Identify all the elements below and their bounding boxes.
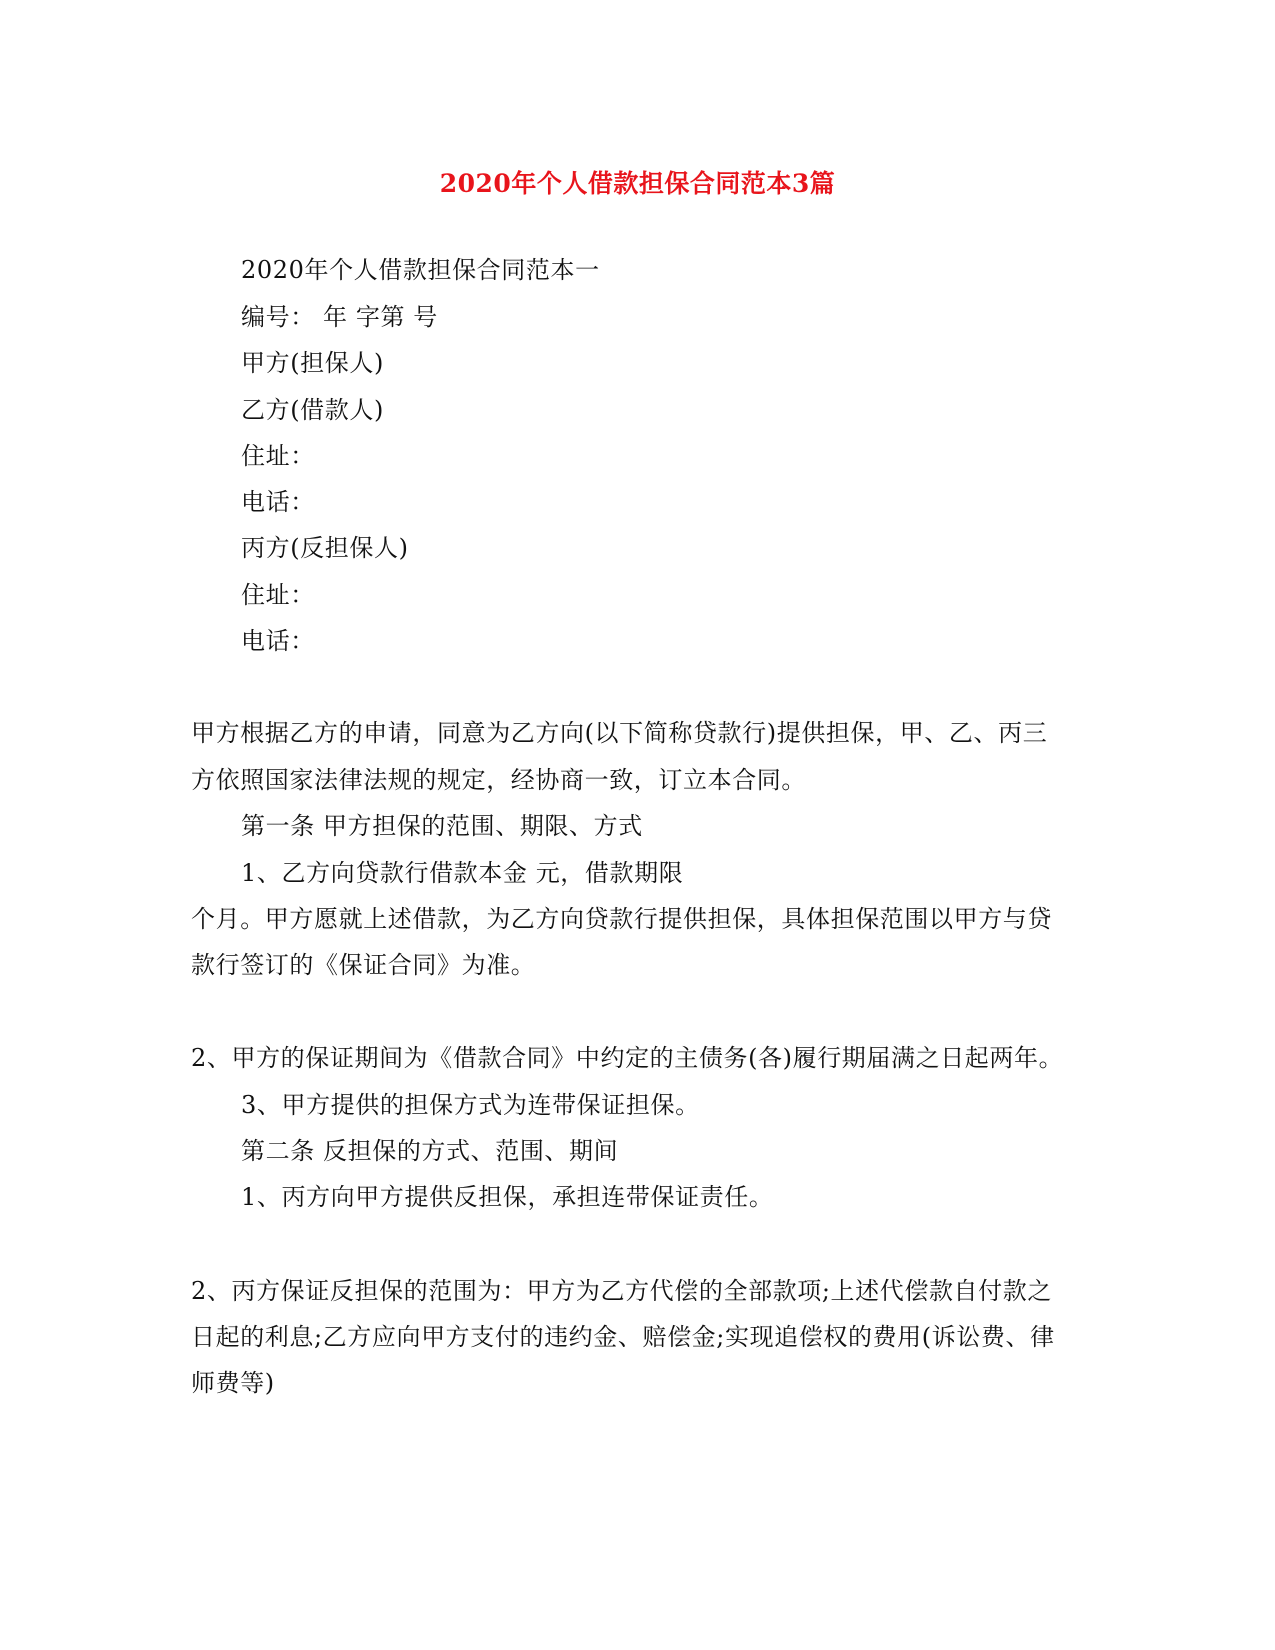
contract-number-line: 编号： 年 字第 号 — [241, 303, 438, 331]
party-c-line: 丙方(反担保人) — [241, 534, 409, 562]
subtitle-contract-one: 2020年个人借款担保合同范本一 — [241, 256, 600, 284]
preamble-line-1: 甲方根据乙方的申请，同意为乙方向(以下简称贷款行)提供担保，甲、乙、丙三 — [191, 719, 1048, 747]
document-title: 2020年个人借款担保合同范本3篇 — [439, 169, 836, 198]
article-one-clause-1: 1、乙方向贷款行借款本金 元，借款期限 — [241, 859, 684, 887]
article-two-clause-2-cont-2: 师费等) — [191, 1369, 275, 1397]
party-c-phone-line: 电话： — [241, 627, 315, 655]
article-one-clause-3: 3、甲方提供的担保方式为连带保证担保。 — [241, 1091, 700, 1119]
party-b-line: 乙方(借款人) — [241, 396, 384, 424]
article-two-clause-1: 1、丙方向甲方提供反担保，承担连带保证责任。 — [241, 1183, 774, 1211]
article-two-clause-2-cont-1: 日起的利息;乙方应向甲方支付的违约金、赔偿金;实现追偿权的费用(诉讼费、律 — [191, 1323, 1055, 1351]
party-b-phone-line: 电话： — [241, 488, 315, 516]
party-a-line: 甲方(担保人) — [241, 349, 384, 377]
article-two-clause-2: 2、丙方保证反担保的范围为：甲方为乙方代偿的全部款项;上述代偿款自付款之 — [191, 1277, 1052, 1305]
article-two-heading: 第二条 反担保的方式、范围、期间 — [241, 1137, 619, 1165]
article-one-clause-1-cont-1: 个月。甲方愿就上述借款，为乙方向贷款行提供担保，具体担保范围以甲方与贷 — [191, 905, 1052, 933]
article-one-clause-2: 2、甲方的保证期间为《借款合同》中约定的主债务(各)履行期届满之日起两年。 — [191, 1044, 1064, 1072]
article-one-clause-1-cont-2: 款行签订的《保证合同》为准。 — [191, 951, 536, 979]
article-one-heading: 第一条 甲方担保的范围、期限、方式 — [241, 812, 643, 840]
preamble-line-2: 方依照国家法律法规的规定，经协商一致，订立本合同。 — [191, 766, 806, 794]
party-c-address-line: 住址： — [241, 581, 315, 609]
party-b-address-line: 住址： — [241, 442, 315, 470]
